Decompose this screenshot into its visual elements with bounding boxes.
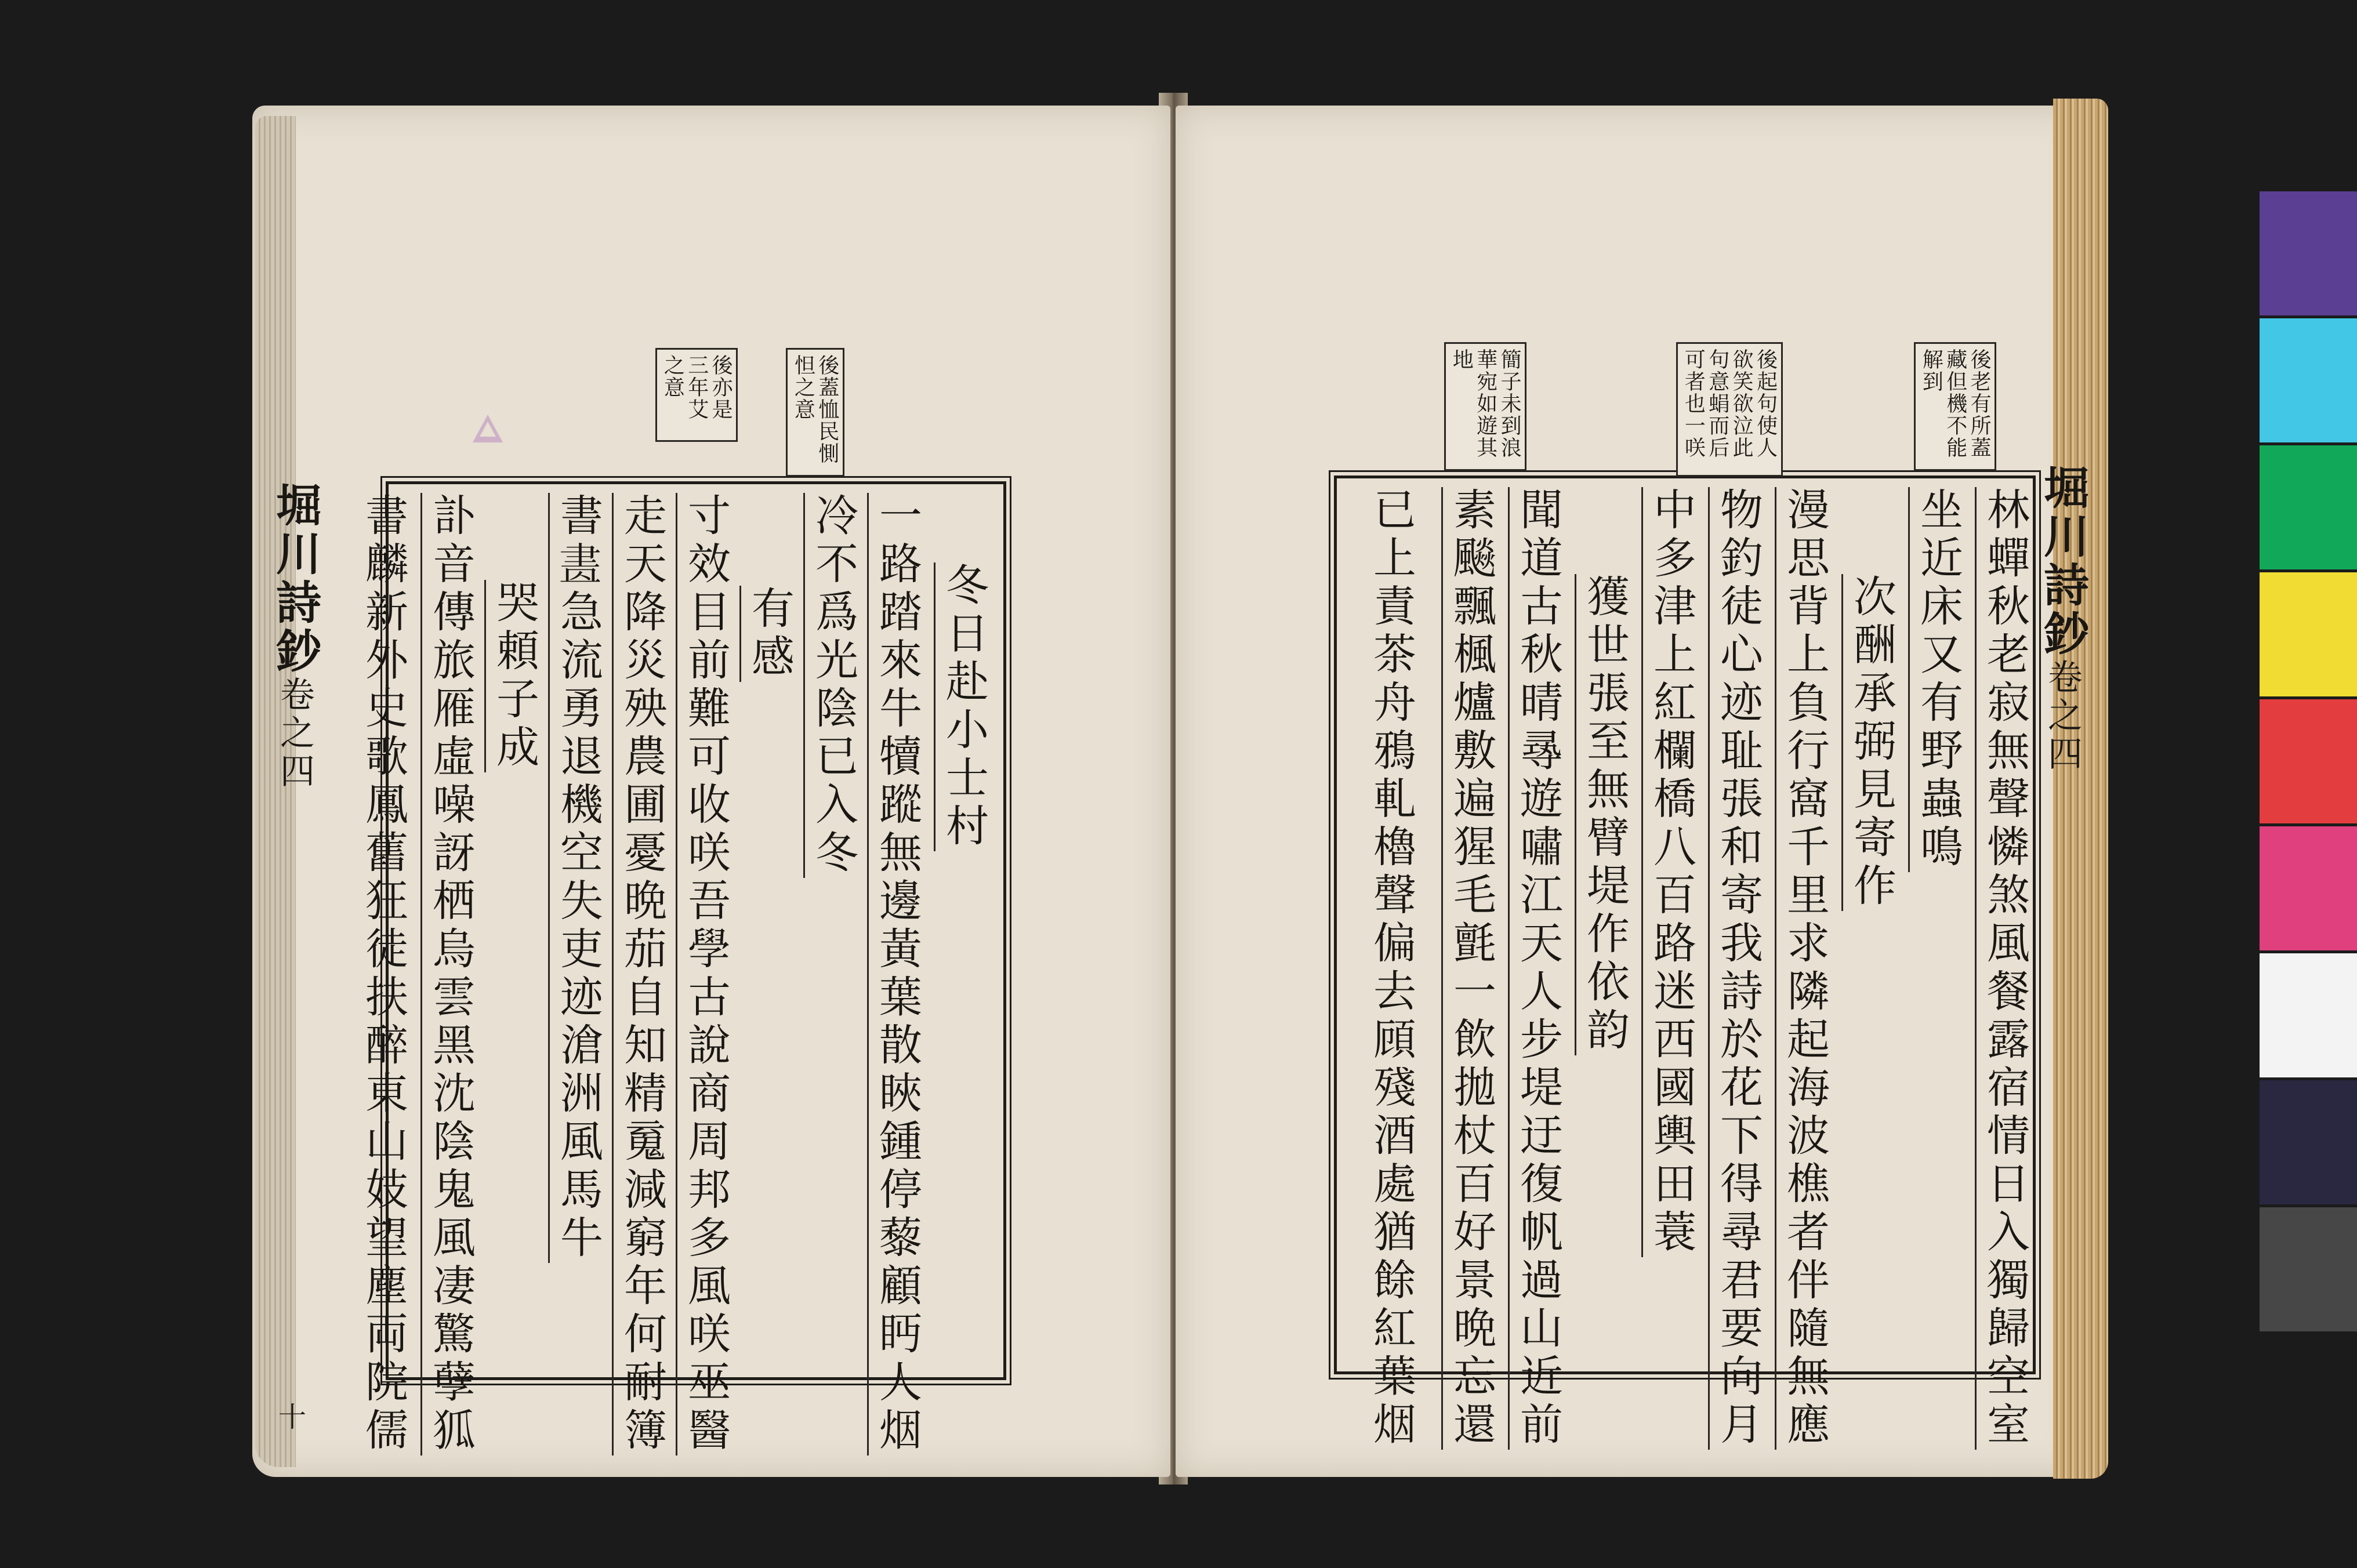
- left-folio-number: 十: [278, 1401, 307, 1433]
- left-fore-edge-title: [262, 481, 327, 791]
- right-margin-note-2: 後起句使人欲笑欲泣此句意蜎而后可者也一咲: [1676, 342, 1783, 477]
- left-column-4: 有感: [739, 586, 798, 682]
- left-margin-note-2: 後亦是三年艾之意: [655, 348, 738, 442]
- left-column-2: 一路踏來牛犢蹤無邊黃葉散䀹鍾停藜顧眄人烟: [867, 493, 926, 1456]
- color-calibration-chart: [2260, 191, 2357, 1334]
- right-column-6: 中多津上紅欄橋八百路迷西國輿田蓑: [1641, 487, 1700, 1257]
- right-column-8: 聞道古秋晴㝷遊嘯江天人步堤迂復帆過山近前: [1508, 487, 1567, 1450]
- left-column-10: 書麟新外史歌鳳舊狂徒扶醉東山妓望塵両院儒: [358, 493, 408, 1456]
- color-swatch: [2260, 318, 2357, 442]
- right-column-2: 坐近床又有野蟲鳴: [1908, 487, 1967, 872]
- color-swatch: [2260, 826, 2357, 950]
- color-swatch: [2260, 699, 2357, 823]
- triangle-stamp-mark: [473, 415, 503, 442]
- left-margin-note-1: 後蓋恤民惻怛之意: [786, 348, 844, 477]
- left-column-3: 冷不爲光陰已入冬: [803, 493, 862, 878]
- right-margin-note-1: 後老有所蓋藏但機不能解到: [1914, 342, 1996, 471]
- color-swatch: [2260, 1207, 2357, 1331]
- color-swatch: [2260, 953, 2357, 1077]
- left-page-edges: [255, 116, 296, 1467]
- left-column-9: 訃音傳旅雁虛噪訝栖烏雲黑沈陰鬼風凄驚孽狐: [420, 493, 479, 1456]
- right-fore-edge-title: [2030, 464, 2095, 774]
- color-swatch: [2260, 1080, 2357, 1204]
- right-book-title: 堀川詩鈔: [2036, 464, 2089, 659]
- color-swatch: [2260, 445, 2357, 569]
- left-column-7: 書𦘕急流勇退機空失吏迹滄洲風馬牛: [548, 493, 607, 1263]
- left-column-8: 哭頼子成: [484, 580, 543, 772]
- right-volume-label: 卷之四: [2042, 659, 2083, 774]
- left-book-title: 堀川詩鈔: [269, 481, 321, 676]
- right-page-edges: [2053, 99, 2108, 1479]
- right-column-5: 物釣徒心迹耻張和寄我詩於花下得尋君要向月: [1708, 487, 1767, 1450]
- right-column-3: 次酬承弼見寄作: [1841, 574, 1900, 911]
- left-volume-label: 卷之四: [274, 676, 315, 791]
- right-column-1: 林蟬秋老寂無聲憐煞風餐露宿情日入獨歸空室: [1975, 487, 2033, 1450]
- left-column-6: 走天降災殃農圃憂晩茄自知精䰟減窮年何耐簿: [612, 493, 670, 1456]
- right-column-9: 素飈飄楓爐敷遍猩毛氈一飲拋杖百好景晩忘還: [1441, 487, 1500, 1450]
- color-swatch: [2260, 572, 2357, 696]
- right-column-10: 已上責茶舟鴉軋櫓聲偏去頋殘酒處猶餘紅葉烟: [1366, 487, 1416, 1450]
- left-column-1: 冬日赴小士村: [934, 562, 992, 851]
- right-column-4: 漫思背上負行窩千里求隣起海波樵者伴隨無應: [1775, 487, 1833, 1450]
- color-swatch: [2260, 191, 2357, 315]
- right-column-7: 獲世張至無臂堤作依韵: [1575, 574, 1633, 1055]
- right-margin-note-3: 簡子未到浪華宛如遊其地: [1444, 342, 1526, 471]
- left-column-5: 寸效目前難可收咲吾學古說商周邦多風咲巫醫: [676, 493, 734, 1456]
